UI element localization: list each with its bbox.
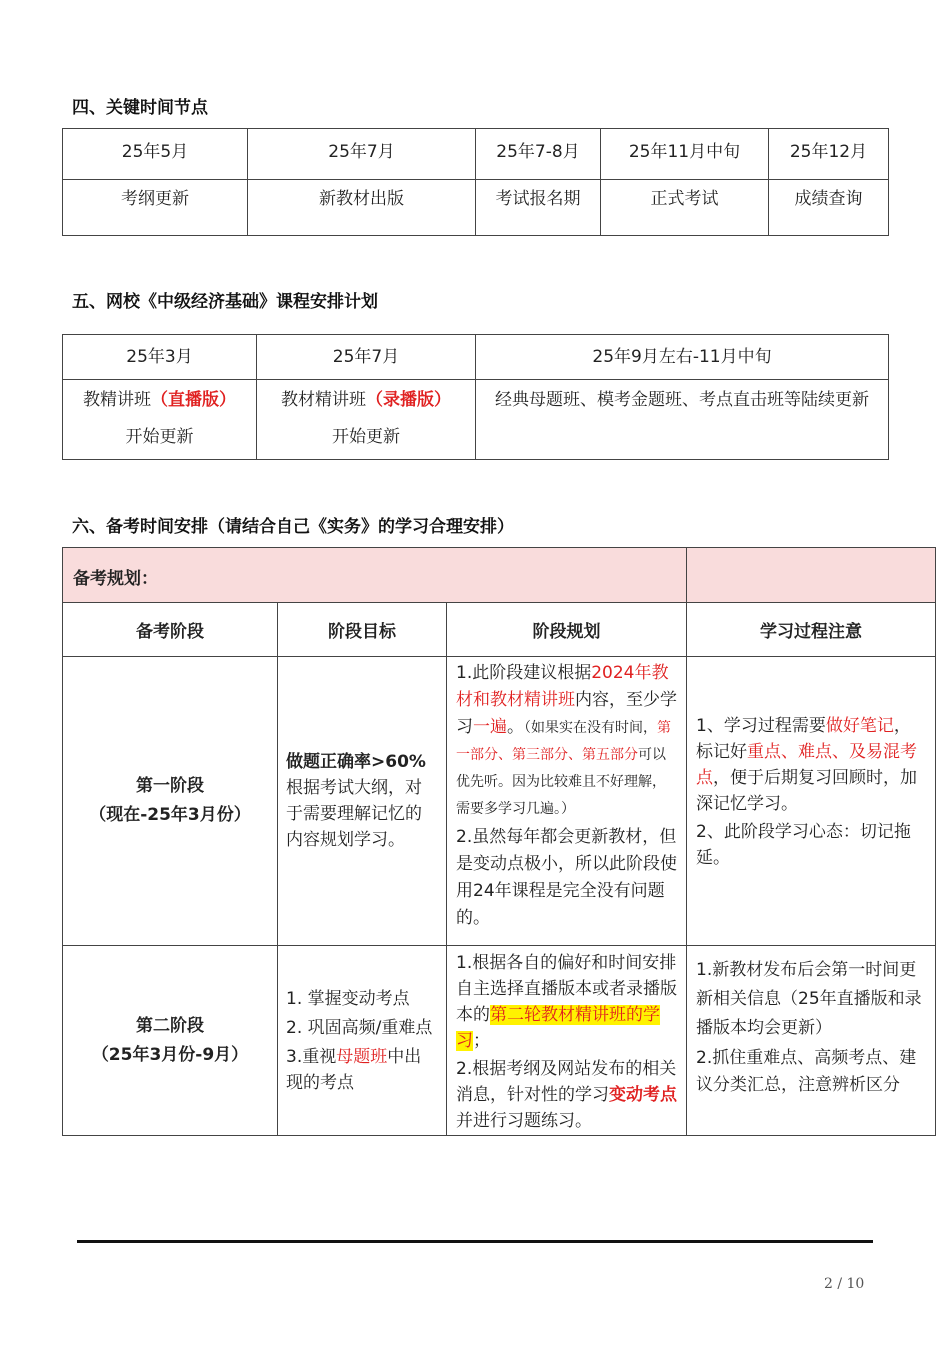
section6-title: 六、备考时间安排（请结合自己《实务》的学习合理安排） [72, 517, 514, 537]
page-number: 2 / 10 [824, 1276, 865, 1292]
stage1-plan-cell: 1.此阶段建议根据2024年教材和教材精讲班内容，至少学习一遍。（如果实在没有时间，第一部分、第三部分、第五部分可以优先听。因为比较难且不好理解，需要多学习几遍。） 2.虽然每年都会更新教材，但是变动点极小，所以此阶段使用24年课程是完全没有问题的。 [447, 657, 687, 946]
course-cell-live: 教精讲班（直播版） 开始更新 [63, 380, 257, 460]
key-date-cell: 25年5月 [63, 129, 248, 180]
key-date-cell: 25年11月中旬 [601, 129, 769, 180]
key-date-cell: 25年7-8月 [476, 129, 601, 180]
stage2-plan-cell: 1.根据各自的偏好和时间安排自主选择直播版本或者录播版本的第二轮教材精讲班的学习； 2.根据考纲及网站发布的相关消息，针对性的学习变动考点并进行习题练习。 [447, 946, 687, 1136]
key-dates-table [62, 128, 889, 236]
header-notes: 学习过程注意 [687, 603, 936, 657]
section4-title: 四、关键时间节点 [72, 98, 208, 118]
plan-label-empty-cell [687, 548, 936, 603]
key-event-cell: 新教材出版 [248, 180, 476, 236]
course-plan-table [62, 334, 889, 460]
footer-divider [77, 1240, 873, 1243]
key-event-cell: 考试报名期 [476, 180, 601, 236]
section5-title: 五、网校《中级经济基础》课程安排计划 [72, 292, 378, 312]
stage1-name-cell: 第一阶段 （现在-25年3月份） [63, 657, 278, 946]
key-event-cell: 成绩查询 [769, 180, 889, 236]
key-date-cell: 25年12月 [769, 129, 889, 180]
course-cell-later: 经典母题班、模考金题班、考点直击班等陆续更新 [476, 380, 889, 460]
study-plan-table [62, 547, 936, 1136]
stage1-notes-cell: 1、学习过程需要做好笔记，标记好重点、难点、及易混考点，便于后期复习回顾时，加深记忆学习。 2、此阶段学习心态：切记拖延。 [687, 657, 936, 946]
stage2-name-cell: 第二阶段 （25年3月份-9月） [63, 946, 278, 1136]
header-plan: 阶段规划 [447, 603, 687, 657]
plan-label-cell: 备考规划： [63, 548, 687, 603]
key-date-cell: 25年7月 [248, 129, 476, 180]
header-stage: 备考阶段 [63, 603, 278, 657]
course-date-cell: 25年9月左右-11月中旬 [476, 335, 889, 380]
key-event-cell: 考纲更新 [63, 180, 248, 236]
course-cell-recorded: 教材精讲班（录播版） 开始更新 [257, 380, 476, 460]
stage2-notes-cell: 1.新教材发布后会第一时间更新相关信息（25年直播版和录播版本均会更新） 2.抓住重难点、高频考点、建议分类汇总，注意辨析区分 [687, 946, 936, 1136]
stage2-goal-cell: 1. 掌握变动考点 2. 巩固高频/重难点 3.重视母题班中出现的考点 [278, 946, 447, 1136]
stage1-goal-cell: 做题正确率>60% 根据考试大纲，对于需要理解记忆的内容规划学习。 [278, 657, 447, 946]
course-date-cell: 25年3月 [63, 335, 257, 380]
header-goal: 阶段目标 [278, 603, 447, 657]
key-event-cell: 正式考试 [601, 180, 769, 236]
course-date-cell: 25年7月 [257, 335, 476, 380]
